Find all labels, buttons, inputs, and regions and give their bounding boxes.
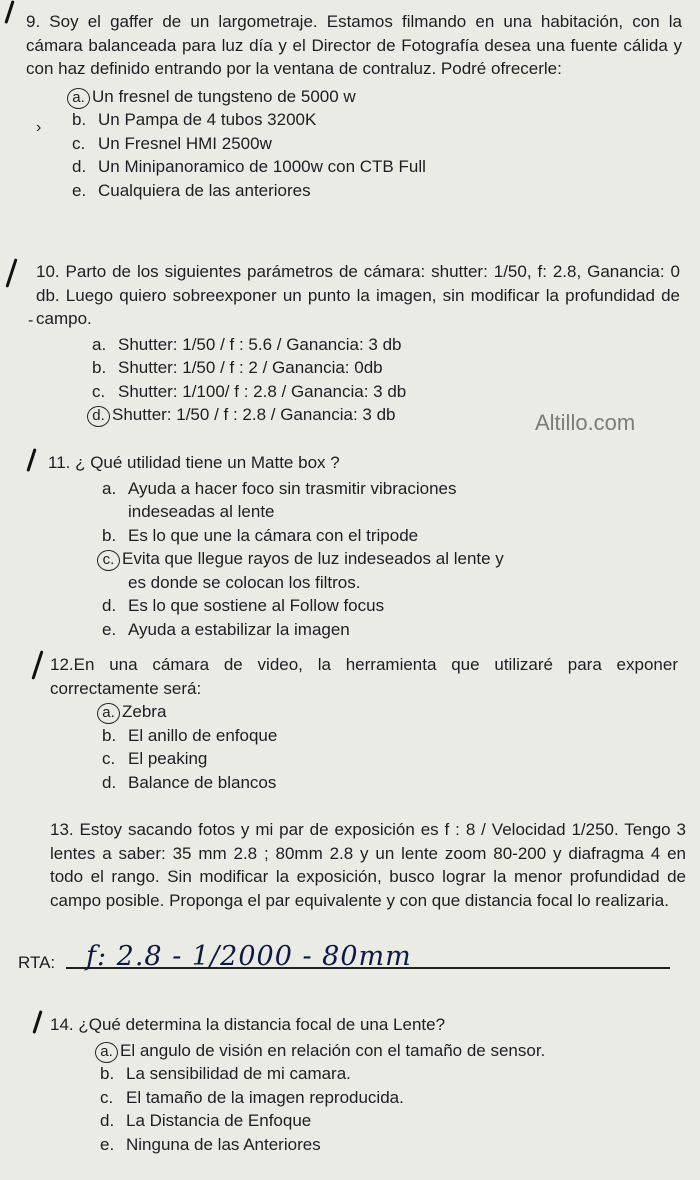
option-letter: a.: [102, 478, 117, 498]
question-13: [50, 818, 686, 912]
option-a: [92, 333, 680, 357]
option-text: Ayuda a estabilizar la imagen: [128, 619, 350, 639]
option-letter: e.: [72, 180, 87, 200]
option-c: [102, 547, 668, 571]
check-slash-q10: [5, 258, 17, 287]
option-letter: b.: [102, 525, 117, 545]
option-letter: d.: [102, 596, 117, 615]
question-14: [50, 1013, 670, 1156]
option-c: [72, 132, 682, 156]
selected-answer-circle: a.: [97, 703, 120, 724]
option-letter: c.: [100, 1087, 114, 1107]
watermark: Altillo.com: [535, 410, 636, 435]
option-a: [102, 700, 678, 724]
selected-answer-circle: a.: [95, 1042, 118, 1063]
question-stem: 9. Soy el gaffer de un largometraje. Estamos filmando en una habitación, con la cámara balanceada para luz día y el Director de Fotografía desea una fuente cálida y con haz definido entrando por la ventana de contraluz. Podré ofrecerle:: [26, 12, 682, 78]
option-d: [72, 155, 682, 179]
option-text: Shutter: 1/50 / f : 2.8 / Ganancia: 3 db: [112, 405, 396, 424]
option-e: [72, 179, 682, 203]
option-letter: b.: [72, 110, 87, 129]
option-a: [102, 477, 668, 501]
option-c: [92, 380, 680, 404]
option-letter: d.: [100, 1111, 115, 1130]
question-12: [50, 653, 678, 794]
option-a: [100, 1039, 670, 1063]
option-text: Shutter: 1/50 / f : 2 / Ganancia: 0db: [118, 358, 383, 377]
question-11: [48, 451, 668, 641]
option-b: [100, 1062, 670, 1086]
option-text: Un Pampa de 4 tubos 3200K: [98, 110, 317, 129]
question-stem: 10. Parto de los siguientes parámetros de cámara: shutter: 1/50, f: 2.8, Ganancia: 0 db. Luego quiero sobreexponer un punto la imagen, sin modificar la profundidad de campo.: [36, 262, 680, 328]
question-stem: 14. ¿Qué determina la distancia focal de una Lente?: [50, 1015, 446, 1034]
option-letter: e.: [100, 1134, 115, 1154]
options-list: [72, 85, 682, 203]
option-text: Ninguna de las Anteriores: [126, 1134, 321, 1154]
option-b: [102, 724, 678, 748]
option-text: Zebra: [122, 702, 167, 721]
option-letter: a.: [92, 334, 107, 354]
question-10: [36, 260, 680, 427]
option-a-continued: [102, 500, 668, 524]
option-letter: b.: [100, 1064, 115, 1083]
answer-label: RTA:: [18, 953, 56, 972]
option-text: Balance de blancos: [128, 772, 277, 792]
dash-mark: -: [28, 312, 34, 329]
option-b: [92, 356, 680, 380]
option-text: La sensibilidad de mi camara.: [126, 1064, 351, 1083]
option-text: Es lo que sostiene al Follow focus: [128, 596, 385, 615]
arrow-mark: ›: [36, 119, 42, 136]
option-d: [102, 771, 678, 795]
option-text: Ayuda a hacer foco sin trasmitir vibraciones: [128, 478, 457, 498]
option-text: Un fresnel de tungsteno de 5000 w: [92, 86, 356, 106]
option-text: es donde se colocan los filtros.: [128, 572, 361, 592]
option-text: Un Fresnel HMI 2500w: [98, 133, 272, 153]
option-letter: c.: [102, 749, 116, 768]
options-list: [102, 477, 668, 642]
option-e: [102, 618, 668, 642]
option-text: Shutter: 1/50 / f : 5.6 / Ganancia: 3 db: [118, 334, 402, 354]
check-slash-q12: [31, 650, 43, 679]
option-text: Cualquiera de las anteriores: [98, 180, 311, 200]
option-text: El peaking: [128, 749, 208, 768]
option-e: [100, 1133, 670, 1157]
option-letter: c.: [72, 133, 86, 153]
option-letter: d.: [102, 772, 117, 792]
option-text: El tamaño de la imagen reproducida.: [126, 1087, 404, 1107]
option-b: [72, 108, 682, 132]
question-stem: 13. Estoy sacando fotos y mi par de exposición es f : 8 / Velocidad 1/250. Tengo 3 lentes a saber: 35 mm 2.8 ; 80mm 2.8 y un lente zoom 80-200 y diafragma 4 en todo el rango. Sin modificar la exposición, busco lograr la menor profundidad de campo posible. Proponga el par equivalente y con que distancia focal lo realizaria.: [50, 820, 686, 910]
option-letter: c.: [92, 381, 106, 401]
check-slash-q14: [32, 1010, 42, 1034]
option-text: El angulo de visión en relación con el tamaño de sensor.: [120, 1040, 546, 1060]
selected-answer-circle: d.: [87, 406, 110, 427]
option-c: [102, 747, 678, 771]
option-text: Shutter: 1/100/ f : 2.8 / Ganancia: 3 db: [118, 381, 407, 401]
question-stem: 12.En una cámara de video, la herramienta que utilizaré para exponer correctamente será:: [50, 655, 678, 698]
check-slash-q9: [4, 0, 14, 24]
option-text: Es lo que une la cámara con el tripode: [128, 525, 419, 545]
option-letter: d.: [72, 157, 87, 176]
option-c: [100, 1086, 670, 1110]
option-text: El anillo de enfoque: [128, 725, 278, 745]
check-slash-q11: [26, 448, 36, 472]
option-letter: e.: [102, 619, 117, 639]
option-text: Un Minipanoramico de 1000w con CTB Full: [98, 157, 426, 176]
option-d: [102, 594, 668, 618]
options-list: [100, 1039, 670, 1157]
selected-answer-circle: a.: [67, 88, 90, 109]
option-letter: b.: [92, 358, 107, 377]
question-stem: 11. ¿ Qué utilidad tiene un Matte box ?: [48, 453, 340, 472]
option-text: La Distancia de Enfoque: [126, 1111, 312, 1130]
selected-answer-circle: c.: [97, 550, 120, 571]
question-9: [26, 10, 682, 202]
option-a: [72, 85, 682, 109]
option-text: indeseadas al lente: [128, 502, 275, 521]
option-c-continued: [102, 571, 668, 595]
option-d: [100, 1109, 670, 1133]
option-text: Evita que llegue rayos de luz indeseados al lente y: [122, 549, 504, 568]
handwritten-answer: f: 2.8 - 1/2000 - 80mm: [86, 941, 412, 972]
option-b: [102, 524, 668, 548]
options-list: [102, 700, 678, 794]
option-letter: b.: [102, 725, 117, 745]
